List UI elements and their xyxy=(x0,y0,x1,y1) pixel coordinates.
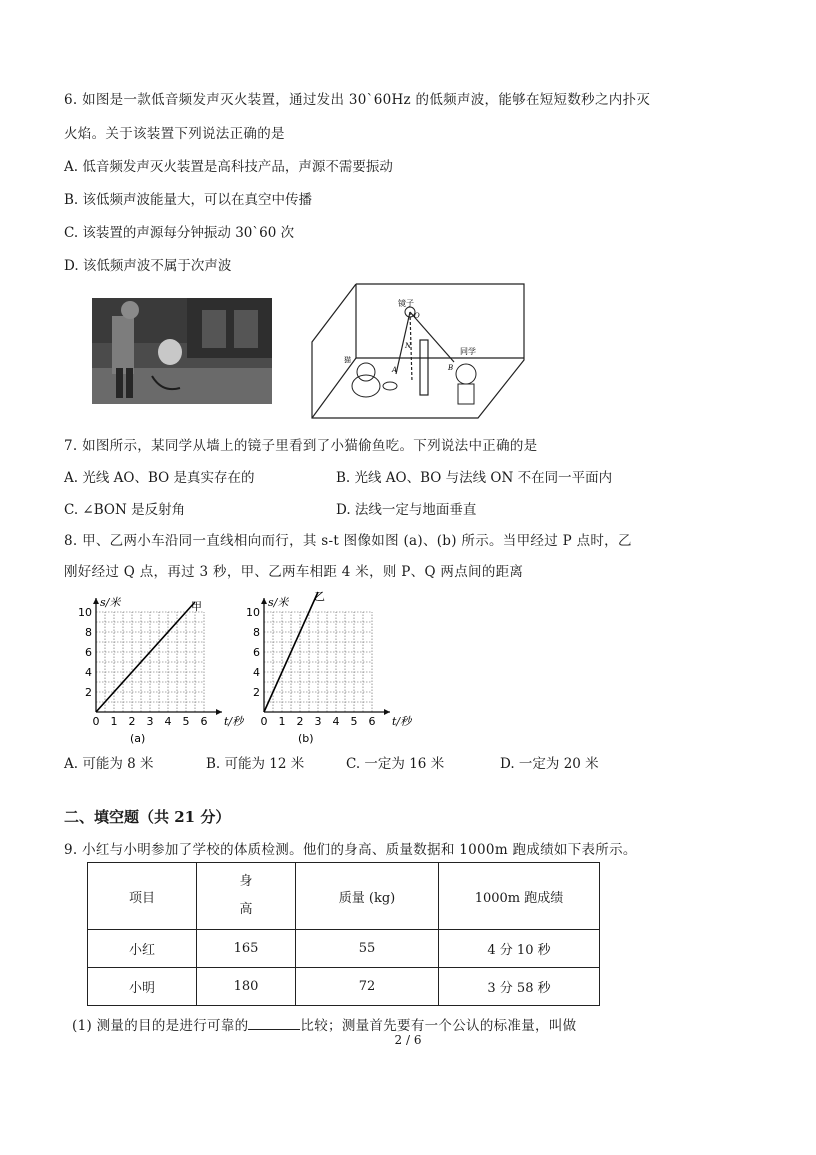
y-tick-label: 6 xyxy=(85,646,92,659)
point-n-label: N xyxy=(405,342,412,350)
q8-option-b: B. 可能为 12 米 xyxy=(206,756,305,772)
y-tick-label: 4 xyxy=(85,666,92,679)
q6-option-a: A. 低音频发声灭火装置是高科技产品，声源不需要振动 xyxy=(64,159,393,175)
y-tick-label: 10 xyxy=(78,606,92,619)
point-b-label: B xyxy=(448,364,454,372)
mirror-cat-figure xyxy=(308,282,530,422)
fire-extinguisher-photo xyxy=(92,298,272,404)
x-tick-label: 3 xyxy=(146,715,154,728)
q7-option-d: D. 法线一定与地面垂直 xyxy=(336,502,477,518)
table-cell: 3 分 58 秒 xyxy=(439,968,600,1006)
q7-option-c: C. ∠BON 是反射角 xyxy=(64,502,186,518)
y-axis-label: s/米 xyxy=(100,596,121,609)
x-tick-label: 0 xyxy=(92,715,100,728)
x-tick-label: 5 xyxy=(182,715,190,728)
q7-option-a: A. 光线 AO、BO 是真实存在的 xyxy=(64,470,255,486)
q8-stem-line1: 8. 甲、乙两小车沿同一直线相向而行，其 s-t 图像如图 (a)、(b) 所示。当甲经过 P 点时，乙 xyxy=(64,533,632,549)
page-number: 2 / 6 xyxy=(394,1033,422,1047)
x-axis-label: t/秒 xyxy=(224,715,244,728)
y-tick-label: 8 xyxy=(253,626,260,639)
q8-option-a: A. 可能为 8 米 xyxy=(64,756,154,772)
x-tick-label: 1 xyxy=(278,715,286,728)
section-2-heading: 二、填空题（共 21 分） xyxy=(64,808,231,826)
q6-stem-line1: 6. 如图是一款低音频发声灭火装置，通过发出 30`60Hz 的低频声波，能够在短短数秒之内扑灭 xyxy=(64,92,651,108)
q7-stem: 7. 如图所示，某同学从墙上的镜子里看到了小猫偷鱼吃。下列说法中正确的是 xyxy=(64,438,538,454)
series-label: 甲 xyxy=(191,600,202,613)
x-tick-label: 6 xyxy=(368,715,376,728)
q9-stem: 9. 小红与小明参加了学校的体质检测。他们的身高、质量数据和 1000m 跑成绩如下表所示。 xyxy=(64,842,637,858)
q6-stem-line2: 火焰。关于该装置下列说法正确的是 xyxy=(64,126,285,142)
s-t-chart-a xyxy=(74,588,244,744)
q9-sub1 xyxy=(72,1014,576,1034)
header-mass: 质量 (kg) xyxy=(296,863,439,930)
y-axis-arrow xyxy=(93,598,99,604)
header-run: 1000m 跑成绩 xyxy=(439,863,600,930)
y-tick-label: 8 xyxy=(85,626,92,639)
x-tick-label: 3 xyxy=(314,715,322,728)
fitness-table xyxy=(87,862,600,1006)
x-axis-arrow xyxy=(216,709,222,715)
table-row xyxy=(88,968,600,1006)
x-axis-label: t/秒 xyxy=(392,715,412,728)
x-axis-arrow xyxy=(384,709,390,715)
x-tick-label: 6 xyxy=(200,715,208,728)
student-label: 同学 xyxy=(460,347,476,356)
x-tick-label: 5 xyxy=(350,715,358,728)
q6-option-b: B. 该低频声波能量大，可以在真空中传播 xyxy=(64,192,313,208)
point-o-label: O xyxy=(414,312,420,320)
q8-stem-line2: 刚好经过 Q 点，再过 3 秒，甲、乙两车相距 4 米，则 P、Q 两点间的距离 xyxy=(64,564,524,580)
y-axis-arrow xyxy=(261,598,267,604)
table-cell: 165 xyxy=(197,930,296,968)
table-cell: 180 xyxy=(197,968,296,1006)
y-tick-label: 2 xyxy=(85,686,92,699)
header-item: 项目 xyxy=(88,863,197,930)
q9-sub1-text-b: 比较；测量首先要有一个公认的标准量，叫做 xyxy=(300,1018,577,1034)
x-tick-label: 2 xyxy=(128,715,136,728)
x-tick-label: 0 xyxy=(260,715,268,728)
mirror-label: 镜子 xyxy=(398,299,414,308)
q6-option-d: D. 该低频声波不属于次声波 xyxy=(64,258,232,274)
table-cell: 55 xyxy=(296,930,439,968)
x-tick-label: 1 xyxy=(110,715,118,728)
table-row xyxy=(88,930,600,968)
series-label: 乙 xyxy=(314,590,325,603)
q8-option-d: D. 一定为 20 米 xyxy=(500,756,599,772)
y-tick-label: 2 xyxy=(253,686,260,699)
answer-blank[interactable] xyxy=(248,1017,300,1030)
table-cell: 小明 xyxy=(88,968,197,1006)
q6-option-c: C. 该装置的声源每分钟振动 30`60 次 xyxy=(64,225,295,241)
q7-option-b: B. 光线 AO、BO 与法线 ON 不在同一平面内 xyxy=(336,470,613,486)
q9-sub1-text-a: (1) 测量的目的是进行可靠的 xyxy=(72,1018,249,1034)
series-line xyxy=(96,602,195,712)
x-tick-label: 2 xyxy=(296,715,304,728)
chart-caption: (a) xyxy=(130,732,146,744)
point-a-label: A xyxy=(392,366,398,374)
table-header-row xyxy=(88,863,600,930)
q8-option-c: C. 一定为 16 米 xyxy=(346,756,445,772)
y-tick-label: 10 xyxy=(246,606,260,619)
table-cell: 小红 xyxy=(88,930,197,968)
y-axis-label: s/米 xyxy=(268,596,289,609)
x-tick-label: 4 xyxy=(164,715,172,728)
s-t-chart-b xyxy=(242,588,412,744)
y-tick-label: 6 xyxy=(253,646,260,659)
y-tick-label: 4 xyxy=(253,666,260,679)
header-height: 身 高 xyxy=(197,863,296,930)
x-tick-label: 4 xyxy=(332,715,340,728)
table-cell: 4 分 10 秒 xyxy=(439,930,600,968)
cat-label: 猫 xyxy=(344,356,351,364)
chart-caption: (b) xyxy=(298,732,314,744)
table-cell: 72 xyxy=(296,968,439,1006)
